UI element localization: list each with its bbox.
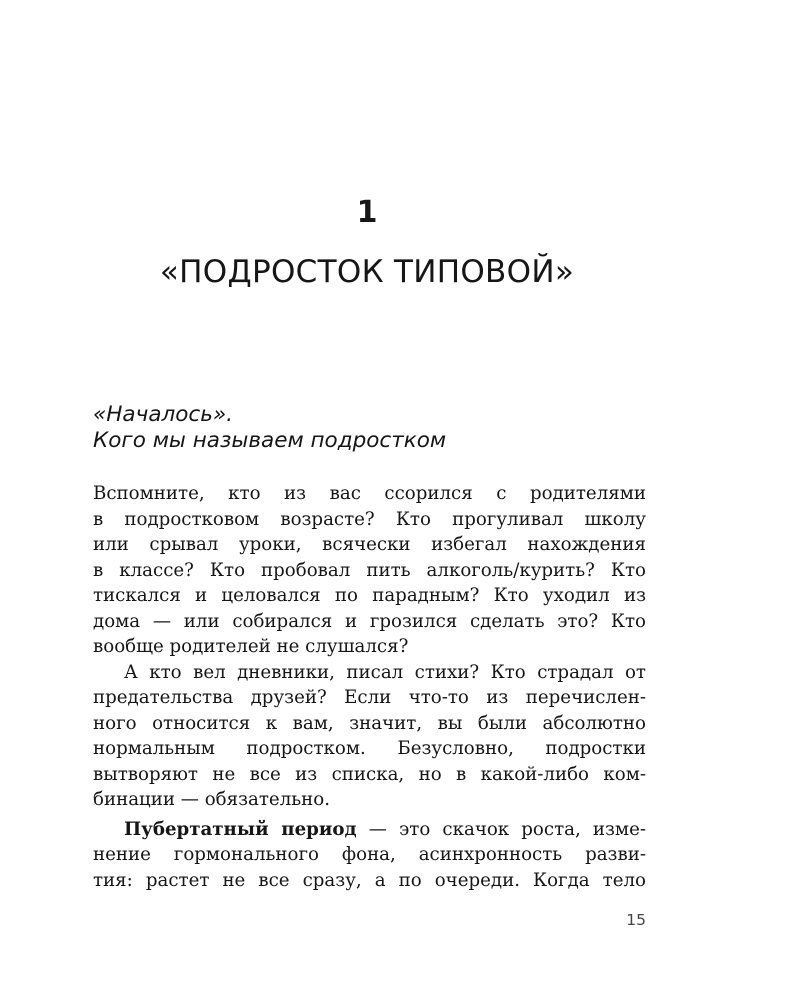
- text-line: ного относится к вам, значит, вы были абсолютно: [93, 712, 646, 734]
- paragraph: [93, 481, 646, 660]
- text-line: нормальным подростком. Безусловно, подростки: [93, 738, 646, 759]
- section-heading-line: Кого мы называем подростком: [93, 428, 447, 453]
- text-line: вытворяют не все из списка, но в какой-либо ком-: [93, 763, 646, 785]
- text-line: А кто вел дневники, писал стихи? Кто страдал от: [124, 661, 646, 683]
- chapter-title: «ПОДРОСТОК ТИПОВОЙ»: [159, 254, 575, 290]
- page-number: 15: [626, 911, 646, 929]
- text-line: предательства друзей? Если что-то из перечислен-: [93, 687, 646, 708]
- paragraph: [93, 660, 646, 813]
- body-text: [93, 481, 646, 893]
- text-line: тия: растет не все сразу, а по очереди. Когда тело: [93, 869, 646, 891]
- text-line: [93, 817, 646, 843]
- text-line: нение гормонального фона, асинхронность разви-: [93, 844, 646, 865]
- text-line: в подростковом возрасте? Кто прогуливал школу: [93, 508, 646, 530]
- text-line: в классе? Кто пробовал пить алкоголь/курить? Кто: [93, 559, 646, 581]
- text-line: Вспомните, кто из вас ссорился с родителями: [93, 483, 646, 504]
- text-fragment: — это скачок роста, изме-: [356, 818, 646, 840]
- paragraph: [93, 817, 646, 894]
- text-line: дома — или собирался и грозился сделать это? Кто: [93, 610, 646, 632]
- chapter-number: 1: [356, 195, 378, 230]
- section-heading: [93, 402, 446, 454]
- text-line: или срывал уроки, всячески избегал нахождения: [93, 534, 646, 555]
- text-line: бинации — обязательно.: [93, 789, 330, 810]
- term-bold: Пубертатный период: [124, 818, 357, 840]
- section-heading-line: «Началось».: [93, 402, 233, 427]
- text-line: тискался и целовался по парадным? Кто уходил из: [93, 585, 646, 606]
- text-line: вообще родителей не слушался?: [93, 636, 409, 657]
